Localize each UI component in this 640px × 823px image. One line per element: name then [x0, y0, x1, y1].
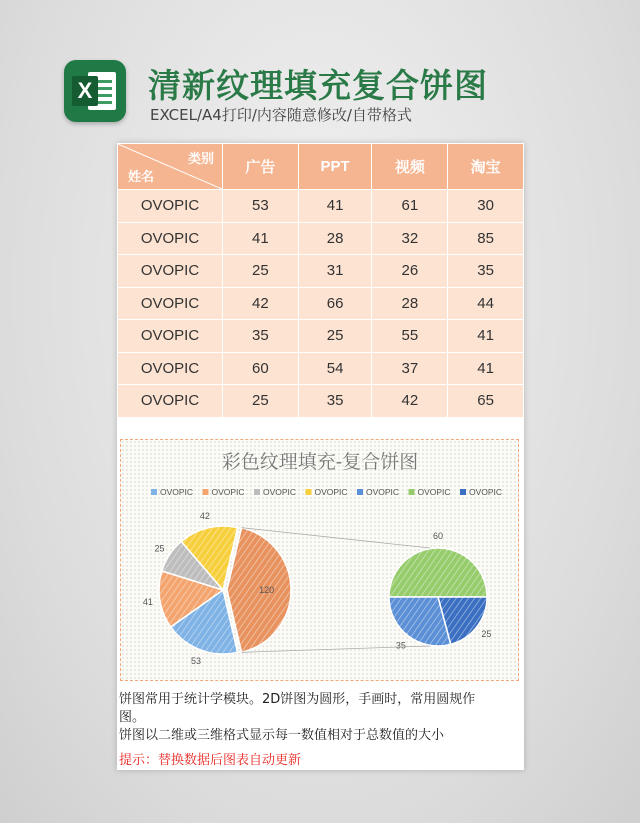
value-cell: 42 [372, 385, 448, 418]
value-cell: 25 [298, 320, 372, 353]
value-cell: 54 [298, 352, 372, 385]
excel-logo-icon [64, 60, 126, 122]
data-label: 60 [432, 531, 444, 541]
description-line: 图。 [119, 710, 146, 725]
table-row [118, 287, 524, 320]
legend-label: OVOPIC [366, 487, 400, 497]
table-row [118, 352, 524, 385]
value-cell: 60 [223, 352, 299, 385]
legend-label: OVOPIC [314, 487, 348, 497]
chart-title: 彩色纹理填充-复合饼图 [221, 451, 419, 473]
page-subtitle: EXCEL/A4打印/内容随意修改/自带格式 [150, 106, 412, 124]
value-cell: 25 [223, 385, 299, 418]
value-cell: 53 [223, 190, 299, 223]
legend-label: OVOPIC [211, 487, 245, 497]
value-cell: 41 [448, 352, 524, 385]
secondary-pie-slice [389, 548, 487, 597]
value-cell: 85 [448, 222, 524, 255]
data-table [117, 143, 524, 418]
data-label: 25 [481, 629, 492, 640]
value-cell: 65 [448, 385, 524, 418]
value-cell: 25 [223, 255, 299, 288]
row-name-cell: OVOPIC [118, 320, 223, 353]
value-cell: 26 [372, 255, 448, 288]
description-line: 饼图以二维或三维格式显示每一数值相对于总数值的大小 [119, 728, 445, 743]
legend-swatch [151, 489, 157, 495]
legend-swatch [409, 489, 415, 495]
corner-category-label: 类别 [187, 151, 214, 166]
value-cell: 55 [372, 320, 448, 353]
legend-swatch [357, 489, 363, 495]
legend-swatch [203, 489, 209, 495]
data-label: 25 [154, 543, 165, 554]
value-cell: 66 [298, 287, 372, 320]
column-header: 淘宝 [448, 144, 524, 190]
legend-swatch [306, 489, 312, 495]
value-cell: 41 [448, 320, 524, 353]
row-name-cell: OVOPIC [118, 255, 223, 288]
data-label: 41 [142, 596, 153, 607]
value-cell: 31 [298, 255, 372, 288]
data-label: 35 [395, 640, 406, 651]
data-label: 42 [199, 511, 210, 522]
chart-canvas [121, 440, 520, 682]
data-label: 53 [190, 656, 201, 667]
legend-swatch [254, 489, 260, 495]
data-label: 120 [259, 585, 275, 595]
corner-header-cell [118, 144, 223, 190]
legend-label: OVOPIC [263, 487, 297, 497]
table-header-row [118, 144, 524, 190]
column-header: PPT [298, 144, 372, 190]
legend-label: OVOPIC [417, 487, 451, 497]
value-cell: 41 [298, 190, 372, 223]
value-cell: 42 [223, 287, 299, 320]
value-cell: 32 [372, 222, 448, 255]
table-row [118, 385, 524, 418]
row-name-cell: OVOPIC [118, 222, 223, 255]
value-cell: 28 [298, 222, 372, 255]
value-cell: 35 [298, 385, 372, 418]
column-header: 视频 [372, 144, 448, 190]
row-name-cell: OVOPIC [118, 287, 223, 320]
row-name-cell: OVOPIC [118, 352, 223, 385]
legend-swatch [460, 489, 466, 495]
row-name-cell: OVOPIC [118, 190, 223, 223]
corner-name-label: 姓名 [128, 169, 155, 184]
excel-x-glyph: X [72, 76, 98, 106]
page-title: 清新纹理填充复合饼图 [148, 66, 488, 105]
description-text [119, 691, 519, 749]
pie-of-pie-chart[interactable] [120, 439, 519, 681]
value-cell: 28 [372, 287, 448, 320]
table-row [118, 320, 524, 353]
hint-text: 提示：替换数据后图表自动更新 [119, 753, 302, 768]
value-cell: 41 [223, 222, 299, 255]
table-row [118, 222, 524, 255]
document-sheet [117, 143, 524, 770]
value-cell: 37 [372, 352, 448, 385]
row-name-cell: OVOPIC [118, 385, 223, 418]
legend-label: OVOPIC [469, 487, 503, 497]
value-cell: 35 [223, 320, 299, 353]
value-cell: 35 [448, 255, 524, 288]
value-cell: 61 [372, 190, 448, 223]
table-row [118, 255, 524, 288]
value-cell: 44 [448, 287, 524, 320]
description-line: 饼图常用于统计学模块。2D饼图为圆形，手画时，常用圆规作 [119, 692, 476, 707]
table-row [118, 190, 524, 223]
legend-label: OVOPIC [160, 487, 194, 497]
value-cell: 30 [448, 190, 524, 223]
column-header: 广告 [223, 144, 299, 190]
